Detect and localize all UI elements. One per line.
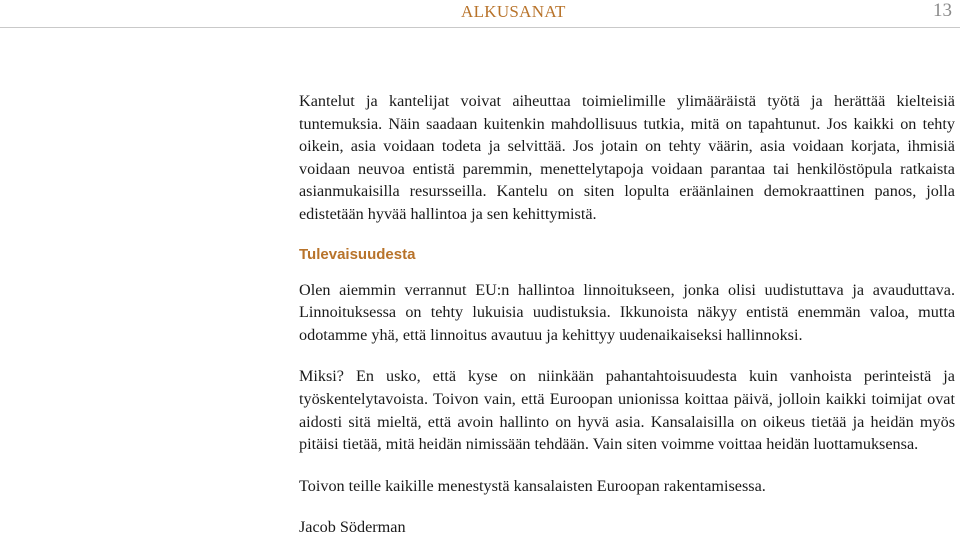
body-text [299, 90, 955, 537]
subheading: Tulevaisuudesta [299, 245, 416, 263]
page-header [0, 0, 960, 28]
paragraph: Miksi? En usko, että kyse on niinkään pahantahtoisuudesta kuin vanhoista perinteistä ja työskentelytavoista. Toivon vain, että Euroopan unionissa koittaa päivä, jolloin kaikki toimijat ovat aidosti sitä mieltä, että avoin hallinto on hyvä asia. Kansalaisilla on oikeus tietää ja heidän myös pitäisi tietää, mitä heidän nimissään tehdään. Vain siten voimme voittaa heidän luottamuksensa. [299, 367, 955, 454]
paragraph: Toivon teille kaikille menestystä kansalaisten Euroopan rakentamisessa. [299, 476, 766, 495]
page-number: 13 [933, 0, 952, 21]
signature: Jacob Söderman [299, 518, 406, 537]
paragraph: Kantelut ja kantelijat voivat aiheuttaa toimielimille ylimääräistä työtä ja herättää kielteisiä tuntemuksia. Näin saadaan kuitenkin mahdollisuus tutkia, mitä on tapahtunut. Jos kaikki on tehty oikein, asia voidaan todeta ja selvittää. Jos jotain on tehty väärin, asia voidaan korjata, ihmisiä voidaan neuvoa entistä paremmin, menettelytapoja voidaan parantaa tai henkilöstöpula ratkaista asianmukaisilla resursseilla. Kantelu on siten lopulta eräänlainen demokraattinen panos, jolla edistetään hyvää hallintoa ja sen kehittymistä. [299, 92, 955, 223]
section-title: ALKUSANAT [461, 2, 566, 21]
paragraph: Olen aiemmin verrannut EU:n hallintoa linnoitukseen, jonka olisi uudistuttava ja avauduttava. Linnoituksessa on tehty lukuisia uudistuksia. Ikkunoista näkyy entistä enemmän valoa, mutta odotamme yhä, että linnoitus avautuu ja kehittyy uudenaikaiseksi hallinnoksi. [299, 280, 955, 344]
header-divider [0, 27, 960, 28]
